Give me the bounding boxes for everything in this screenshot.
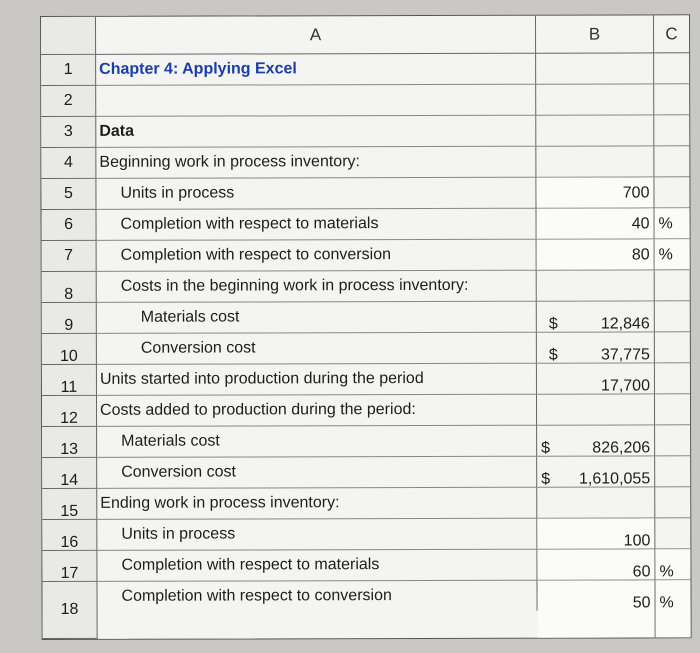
cell-a[interactable]: Completion with respect to materials: [97, 550, 537, 582]
column-header-a[interactable]: A: [96, 16, 536, 55]
cell-b[interactable]: [536, 177, 654, 208]
column-header-c[interactable]: C: [654, 15, 689, 53]
cell-c[interactable]: [655, 363, 690, 394]
cell-a[interactable]: Costs in the beginning work in process inventory:: [97, 271, 537, 303]
spreadsheet: [40, 14, 692, 640]
row-header[interactable]: 2: [41, 86, 96, 117]
cell-c[interactable]: [654, 53, 689, 84]
table-row: [41, 53, 689, 86]
currency-symbol: $: [541, 439, 551, 457]
table-row: [42, 208, 690, 241]
row-header[interactable]: 9: [42, 303, 97, 334]
cell-c[interactable]: [655, 394, 690, 425]
table-row: [42, 394, 690, 427]
cell-b[interactable]: [537, 549, 655, 580]
cell-c[interactable]: [655, 332, 690, 363]
cell-b[interactable]: [537, 580, 655, 637]
cell-c[interactable]: [655, 580, 690, 637]
cell-c[interactable]: [655, 425, 690, 456]
table-row: [42, 239, 690, 272]
table-row: [42, 363, 690, 396]
cell-a[interactable]: Units in process: [97, 519, 537, 551]
cell-a[interactable]: Ending work in process inventory:: [97, 488, 537, 520]
cell-c[interactable]: [655, 456, 690, 487]
cell-a[interactable]: Completion with respect to conversion: [97, 240, 537, 272]
cell-a[interactable]: Materials cost: [97, 302, 537, 334]
cell-a[interactable]: Conversion cost: [97, 333, 537, 365]
currency-symbol: $: [548, 315, 558, 333]
cell-value: 80: [631, 246, 650, 264]
cell-c[interactable]: [654, 177, 689, 208]
cell-a[interactable]: Chapter 4: Applying Excel: [96, 54, 536, 86]
cell-b[interactable]: [536, 146, 654, 177]
table-row: [41, 115, 689, 148]
table-row: [41, 84, 689, 117]
row-header[interactable]: 18: [42, 582, 97, 639]
cell-b[interactable]: [536, 53, 654, 84]
table-row: [42, 425, 690, 458]
cell-c[interactable]: [655, 487, 690, 518]
row-header[interactable]: 14: [42, 458, 97, 489]
row-header[interactable]: 15: [42, 489, 97, 520]
currency-symbol: $: [548, 346, 558, 364]
cell-b[interactable]: [537, 332, 655, 363]
percent-sign: %: [659, 594, 674, 612]
cell-c[interactable]: [655, 518, 690, 549]
cell-a[interactable]: Completion with respect to conversion: [97, 581, 537, 612]
cell-a[interactable]: [96, 85, 536, 117]
cell-a[interactable]: Materials cost: [97, 426, 537, 458]
table-row: [42, 301, 690, 334]
currency-symbol: $: [541, 470, 551, 488]
table-row: [42, 456, 690, 489]
table-row: [42, 487, 690, 520]
row-header[interactable]: 8: [42, 272, 97, 303]
row-header[interactable]: 7: [42, 241, 97, 272]
cell-b[interactable]: [537, 301, 655, 332]
cell-a[interactable]: Units started into production during the period: [97, 364, 537, 396]
row-header[interactable]: 10: [42, 334, 97, 365]
cell-value: 100: [623, 532, 651, 550]
cell-c[interactable]: [655, 208, 690, 239]
cell-c[interactable]: [655, 239, 690, 270]
row-header[interactable]: 17: [42, 551, 97, 582]
row-header[interactable]: 5: [41, 179, 96, 210]
cell-a[interactable]: Conversion cost: [97, 457, 537, 489]
cell-c[interactable]: [654, 84, 689, 115]
cell-c[interactable]: [654, 146, 689, 177]
cell-b[interactable]: [537, 394, 655, 425]
row-header[interactable]: 3: [41, 117, 96, 148]
table-row: [42, 332, 690, 365]
cell-value: 17,700: [601, 377, 650, 395]
row-header[interactable]: 12: [42, 396, 97, 427]
cell-a[interactable]: Completion with respect to materials: [97, 209, 537, 241]
percent-sign: %: [658, 215, 673, 233]
cell-b[interactable]: [537, 456, 655, 487]
table-row: [42, 580, 690, 639]
cell-value: 826,206: [592, 439, 651, 457]
cell-b[interactable]: [537, 208, 655, 239]
table-row: [42, 270, 690, 303]
cell-a[interactable]: Data: [96, 116, 536, 148]
cell-b[interactable]: [537, 239, 655, 270]
cell-b[interactable]: [537, 363, 655, 394]
cell-value: 12,846: [600, 315, 650, 333]
row-header[interactable]: 6: [42, 210, 97, 241]
cell-b[interactable]: [537, 425, 655, 456]
cell-value: 37,775: [600, 346, 650, 364]
cell-b[interactable]: [537, 518, 655, 549]
column-header-b[interactable]: B: [536, 15, 654, 53]
cell-value: 700: [622, 184, 650, 202]
cell-value: 50: [632, 594, 651, 612]
cell-value: 1,610,055: [579, 470, 651, 488]
row-header[interactable]: 1: [41, 55, 96, 86]
cell-value: 40: [631, 215, 650, 233]
cell-c[interactable]: [654, 115, 689, 146]
cell-value: 60: [632, 563, 651, 581]
percent-sign: %: [658, 246, 673, 264]
cell-a[interactable]: Beginning work in process inventory:: [96, 147, 536, 179]
cell-b[interactable]: [536, 84, 654, 115]
cell-a[interactable]: Units in process: [96, 178, 536, 210]
cell-b[interactable]: [536, 115, 654, 146]
cell-a[interactable]: Costs added to production during the period:: [97, 395, 537, 427]
row-header[interactable]: 11: [42, 365, 97, 396]
percent-sign: %: [659, 563, 674, 581]
cell-b[interactable]: [537, 487, 655, 518]
cell-c[interactable]: [655, 549, 690, 580]
table-row: [41, 146, 689, 179]
row-header[interactable]: 4: [41, 148, 96, 179]
cell-c[interactable]: [655, 301, 690, 332]
corner-cell[interactable]: [41, 17, 96, 55]
table-row: [42, 549, 690, 582]
table-row: [42, 518, 690, 551]
row-header[interactable]: 16: [42, 520, 97, 551]
row-header[interactable]: 13: [42, 427, 97, 458]
table-row: [41, 177, 689, 210]
cell-c[interactable]: [655, 270, 690, 301]
cell-b[interactable]: [537, 270, 655, 301]
